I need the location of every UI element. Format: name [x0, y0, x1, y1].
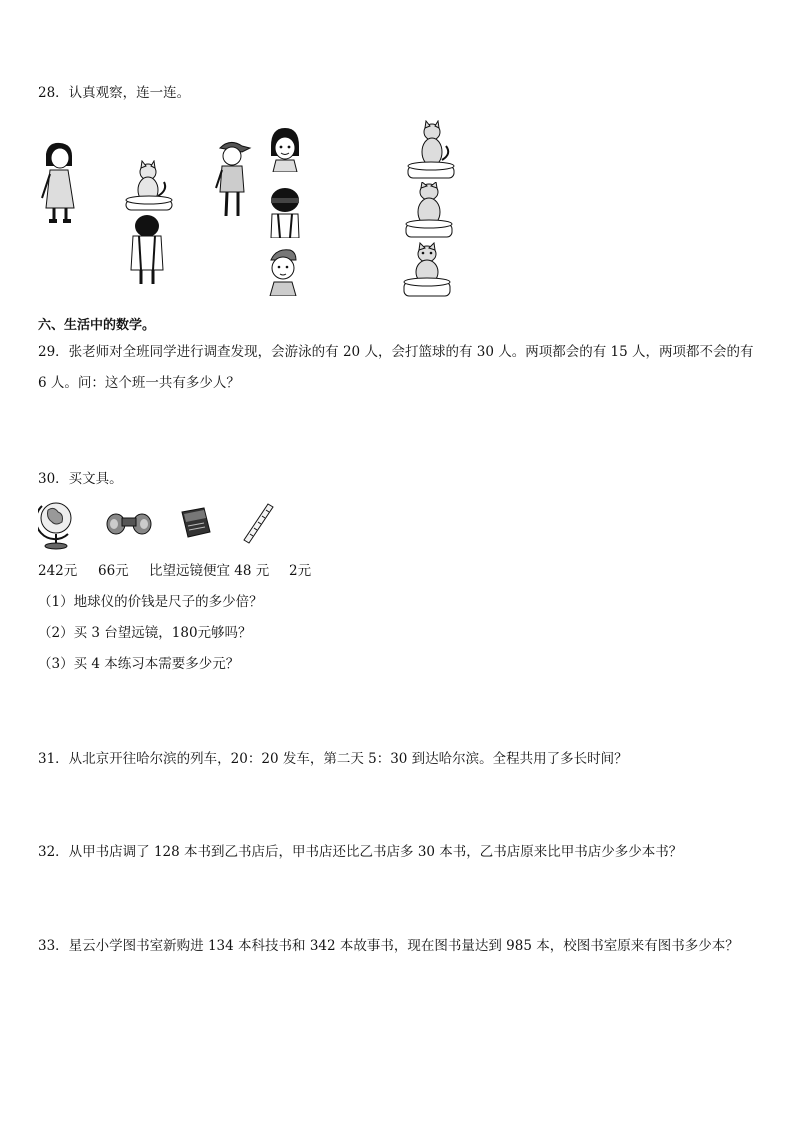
- globe-price: 242元: [38, 563, 78, 579]
- question-30: 30．买文具。: [38, 471, 123, 487]
- globe-icon: [38, 498, 74, 552]
- binoculars-icon: [104, 510, 154, 538]
- question-30-sub2: （2）买 3 台望远镜，180元够吗？: [38, 625, 252, 641]
- view-option-boy-front: [266, 248, 300, 296]
- cat-view-back: [402, 182, 456, 242]
- question-33: 33．星云小学图书室新购进 134 本科技书和 342 本故事书，现在图书量达到 985 本，校图书室原来有图书多少本？: [38, 938, 739, 954]
- question-30-sub1: （1）地球仪的价钱是尺子的多少倍？: [38, 594, 263, 610]
- ruler-price: 2元: [289, 563, 312, 579]
- binoculars-price: 66元: [98, 563, 129, 579]
- cat-view-front: [400, 242, 454, 302]
- cat-on-pedestal-figure: [120, 160, 180, 290]
- boy-figure: [210, 138, 254, 224]
- ruler-icon: [240, 502, 276, 544]
- view-option-girl-front: [268, 126, 302, 172]
- question-31: 31．从北京开往哈尔滨的列车，20：20 发车，第二天 5：30 到达哈尔滨。全程共用了多长时间？: [38, 751, 628, 767]
- question-29-line1: 29．张老师对全班同学进行调查发现，会游泳的有 20 人，会打篮球的有 30 人。两项都会的有 15 人，两项都不会的有: [38, 344, 754, 360]
- question-30-sub3: （3）买 4 本练习本需要多少元？: [38, 656, 240, 672]
- notebook-price: 比望远镜便宜 48 元: [149, 563, 270, 579]
- notebook-icon: [178, 506, 214, 540]
- section-heading: 六、生活中的数学。: [38, 318, 156, 333]
- question-32: 32．从甲书店调了 128 本书到乙书店后，甲书店还比乙书店多 30 本书，乙书店原来比甲书店少多少本书？: [38, 844, 683, 860]
- question-28: 28．认真观察，连一连。: [38, 85, 191, 101]
- girl-figure: [36, 140, 82, 226]
- view-option-boy-back: [268, 186, 302, 238]
- cat-view-side: [404, 120, 458, 182]
- question-29-line2: 6 人。问：这个班一共有多少人？: [38, 375, 240, 391]
